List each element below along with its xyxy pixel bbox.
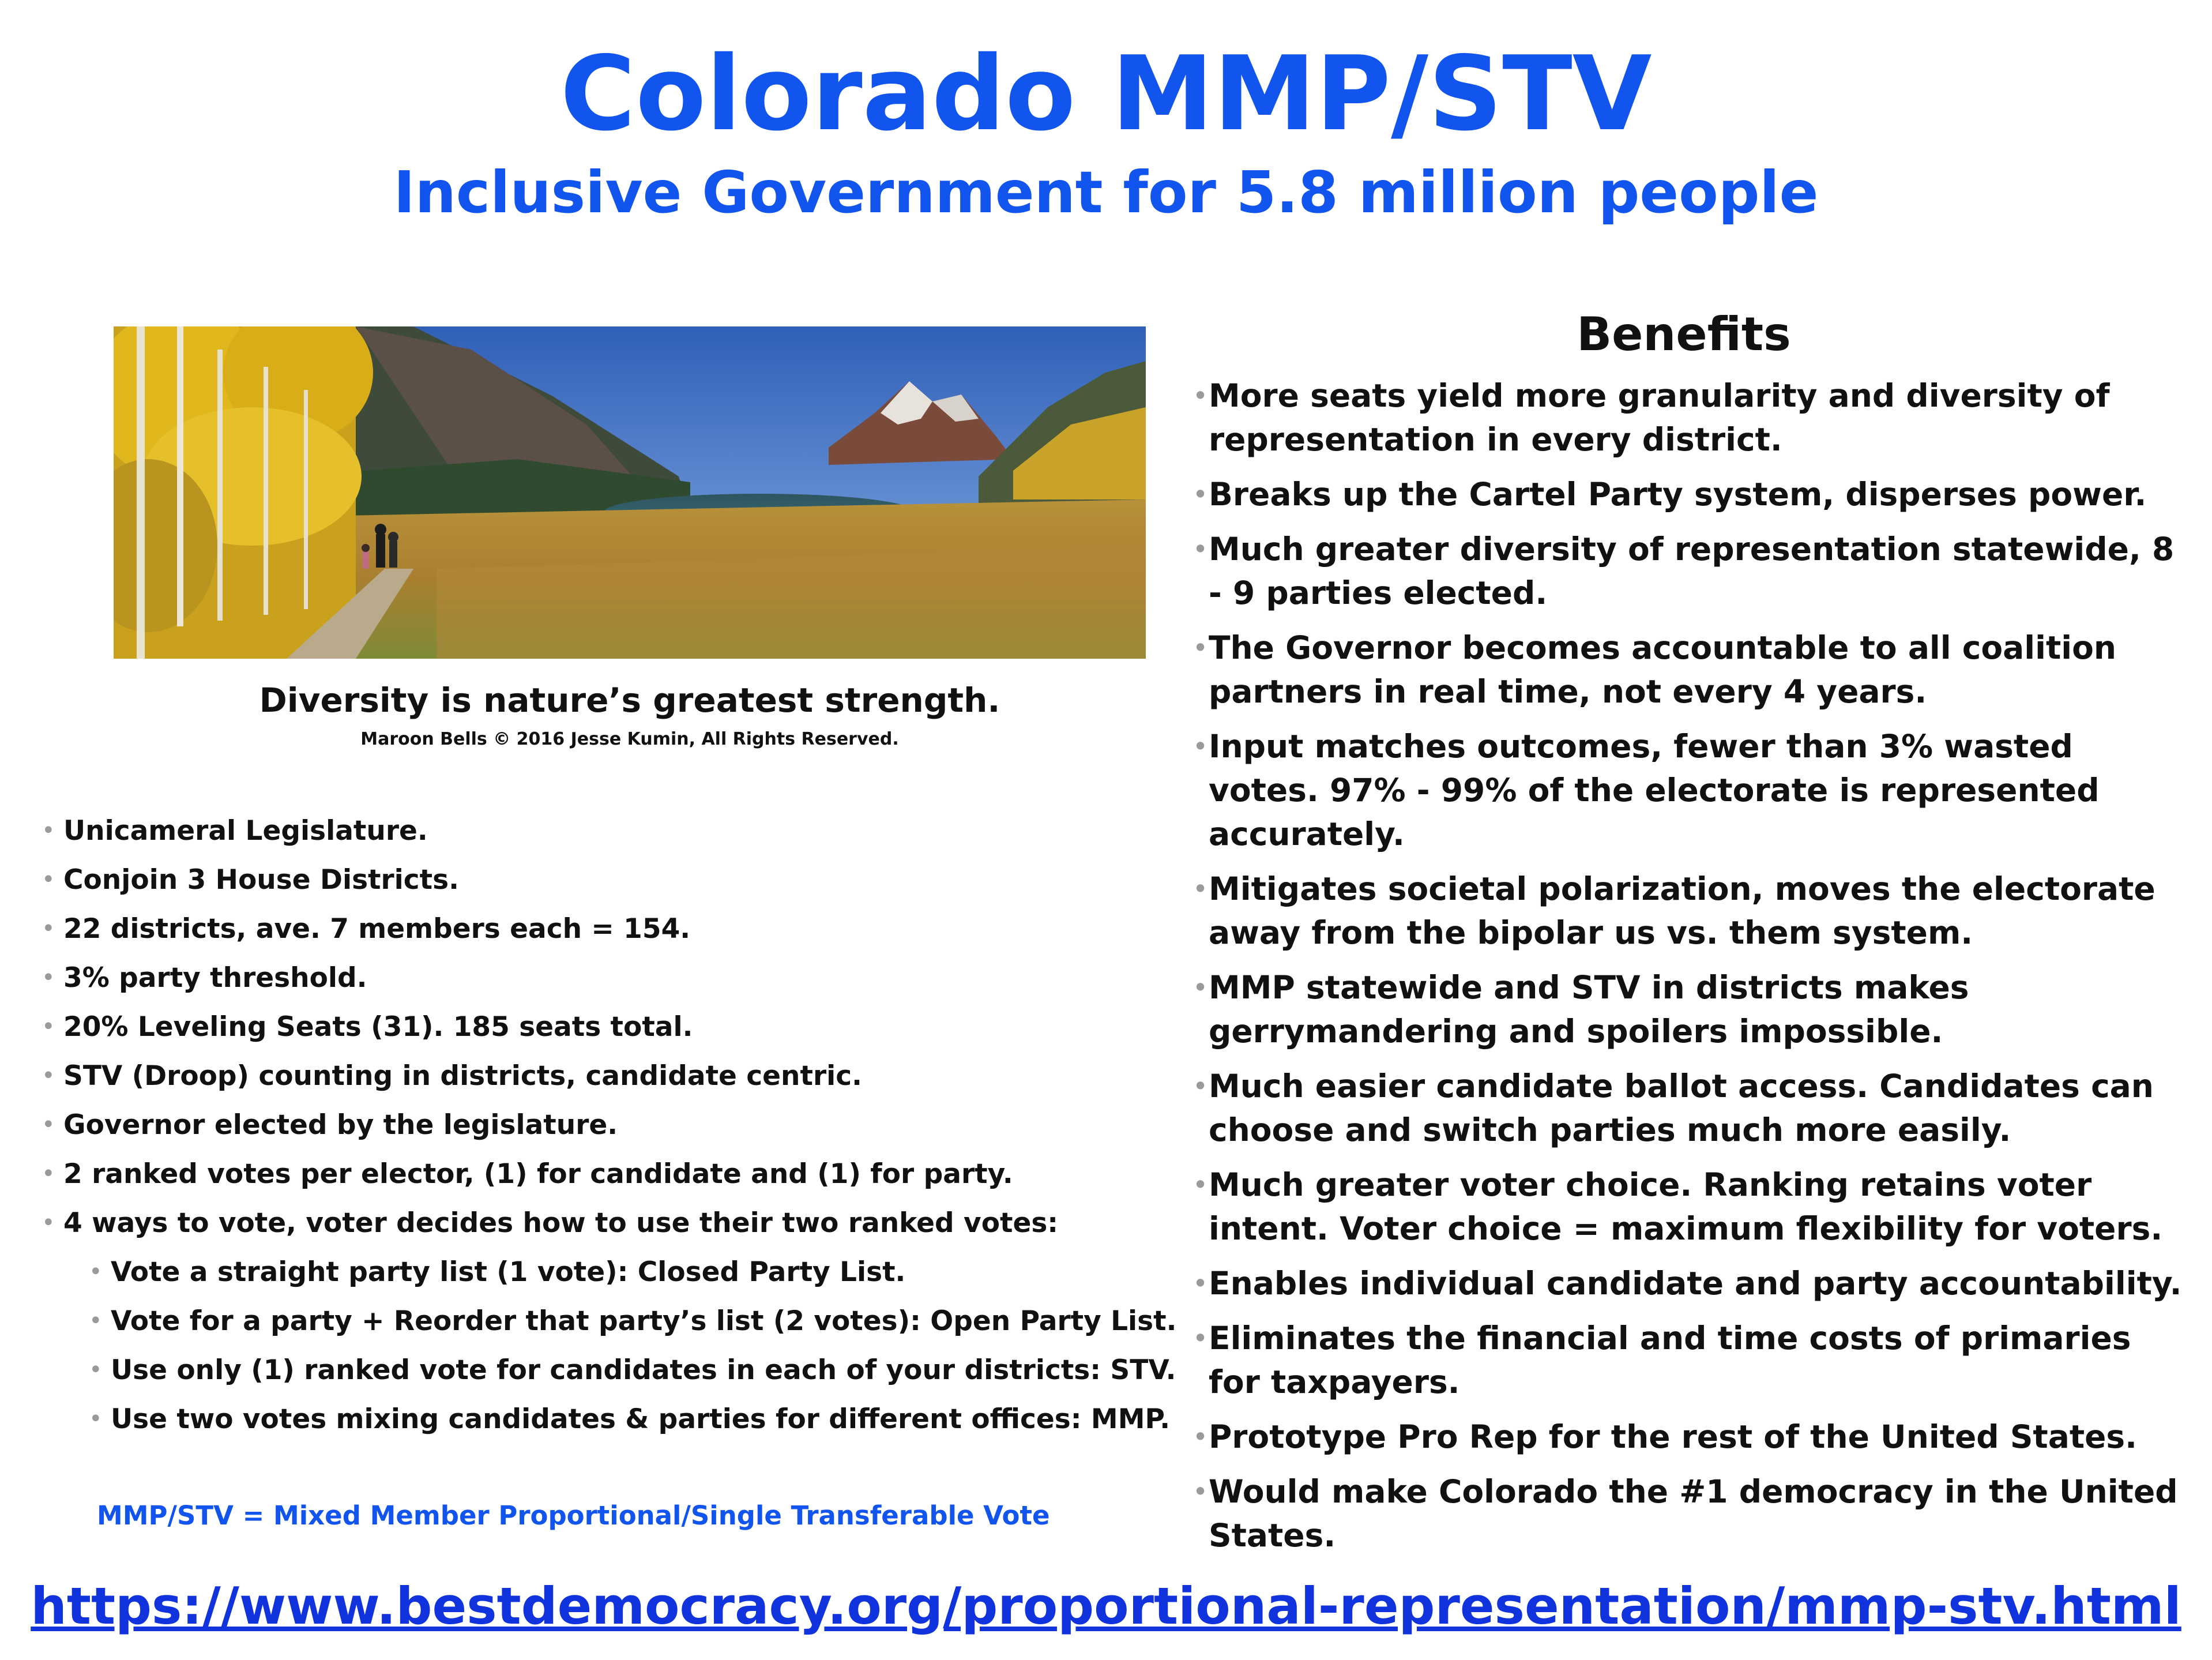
benefit-item: • Breaks up the Cartel Party system, disperses power. bbox=[1192, 472, 2190, 516]
maroon-bells-photo bbox=[114, 326, 1146, 659]
bullet-icon: • bbox=[1192, 1323, 1209, 1354]
bullet-icon: • bbox=[1192, 1421, 1209, 1452]
benefit-item: • Enables individual candidate and party accountability. bbox=[1192, 1261, 2190, 1305]
list-item: • STV (Droop) counting in districts, candidate centric. bbox=[42, 1051, 1166, 1101]
bullet-icon: • bbox=[1192, 873, 1209, 904]
benefit-item: • Much greater diversity of representation statewide, 8 - 9 parties elected. bbox=[1192, 527, 2190, 615]
benefit-item: • Would make Colorado the #1 democracy in the United States. bbox=[1192, 1470, 2190, 1557]
benefits-list bbox=[1192, 374, 2190, 1568]
benefit-item: • Much greater voter choice. Ranking retains voter intent. Voter choice = maximum flexibility for voters. bbox=[1192, 1163, 2190, 1250]
sub-list-item: • Vote for a party + Reorder that party’s list (2 votes): Open Party List. bbox=[42, 1297, 1166, 1346]
benefit-item: • More seats yield more granularity and diversity of representation in every district. bbox=[1192, 374, 2190, 461]
bullet-icon: • bbox=[1192, 1476, 1209, 1507]
bullet-icon: • bbox=[1192, 632, 1209, 663]
bullet-icon: • bbox=[89, 1308, 103, 1334]
bullet-icon: • bbox=[1192, 1071, 1209, 1102]
list-item: • 4 ways to vote, voter decides how to use their two ranked votes: bbox=[42, 1199, 1166, 1248]
bullet-icon: • bbox=[42, 1062, 55, 1089]
photo-caption: Diversity is nature’s greatest strength. bbox=[259, 681, 1000, 720]
acronym-footnote: MMP/STV = Mixed Member Proportional/Single Transferable Vote bbox=[97, 1500, 1050, 1531]
bullet-icon: • bbox=[1192, 972, 1209, 1003]
feature-list bbox=[42, 806, 1177, 1444]
list-item: • 20% Leveling Seats (31). 185 seats total. bbox=[42, 1002, 1166, 1051]
bullet-icon: • bbox=[1192, 380, 1209, 411]
bullet-icon: • bbox=[1192, 479, 1209, 510]
bullet-icon: • bbox=[42, 1013, 55, 1040]
bullet-icon: • bbox=[1192, 731, 1209, 762]
benefit-item: • MMP statewide and STV in districts makes gerrymandering and spoilers impossible. bbox=[1192, 966, 2190, 1053]
bullet-icon: • bbox=[42, 964, 55, 991]
seats-total-emphasis: 185 seats total bbox=[453, 1011, 683, 1043]
list-item: • Governor elected by the legislature. bbox=[42, 1101, 1166, 1150]
bullet-icon: • bbox=[1192, 1169, 1209, 1200]
benefit-item: • Prototype Pro Rep for the rest of the United States. bbox=[1192, 1415, 2190, 1459]
bullet-icon: • bbox=[89, 1357, 103, 1383]
sub-list-item: • Vote a straight party list (1 vote): Closed Party List. bbox=[42, 1248, 1166, 1297]
website-link[interactable]: https://www.bestdemocracy.org/proportional-representation/mmp-stv.html bbox=[31, 1576, 2181, 1636]
bullet-icon: • bbox=[42, 1161, 55, 1187]
bullet-icon: • bbox=[42, 915, 55, 942]
list-item: • 22 districts, ave. 7 members each = 154. bbox=[42, 904, 1166, 953]
benefit-item: • Eliminates the financial and time costs of primaries for taxpayers. bbox=[1192, 1316, 2190, 1404]
sub-list-item: • Use only (1) ranked vote for candidates in each of your districts: STV. bbox=[42, 1346, 1166, 1395]
photo-credit: Maroon Bells © 2016 Jesse Kumin, All Rights Reserved. bbox=[360, 729, 899, 749]
benefit-item: • Much easier candidate ballot access. Candidates can choose and switch parties much more easily. bbox=[1192, 1064, 2190, 1152]
bullet-icon: • bbox=[89, 1259, 103, 1285]
bullet-icon: • bbox=[42, 817, 55, 844]
benefit-item: • Input matches outcomes, fewer than 3% wasted votes. 97% - 99% of the electorate is represented accurately. bbox=[1192, 724, 2190, 856]
bullet-icon: • bbox=[1192, 1268, 1209, 1299]
list-item: • 3% party threshold. bbox=[42, 953, 1166, 1002]
bullet-icon: • bbox=[1192, 534, 1209, 565]
list-item: • 2 ranked votes per elector, (1) for candidate and (1) for party. bbox=[42, 1150, 1166, 1199]
benefit-item: • The Governor becomes accountable to all coalition partners in real time, not every 4 years. bbox=[1192, 626, 2190, 713]
bullet-icon: • bbox=[42, 866, 55, 893]
page-title: Colorado MMP/STV bbox=[560, 34, 1652, 153]
bullet-icon: • bbox=[89, 1406, 103, 1432]
page-subtitle: Inclusive Government for 5.8 million people bbox=[393, 159, 1819, 226]
benefits-heading: Benefits bbox=[1577, 307, 1791, 361]
sub-list-item: • Use two votes mixing candidates & parties for different offices: MMP. bbox=[42, 1395, 1166, 1444]
list-item: • Unicameral Legislature. bbox=[42, 806, 1166, 855]
list-item: • Conjoin 3 House Districts. bbox=[42, 855, 1166, 904]
benefit-item: • Mitigates societal polarization, moves the electorate away from the bipolar us vs. them system. bbox=[1192, 867, 2190, 955]
bullet-icon: • bbox=[42, 1210, 55, 1236]
bullet-icon: • bbox=[42, 1111, 55, 1138]
